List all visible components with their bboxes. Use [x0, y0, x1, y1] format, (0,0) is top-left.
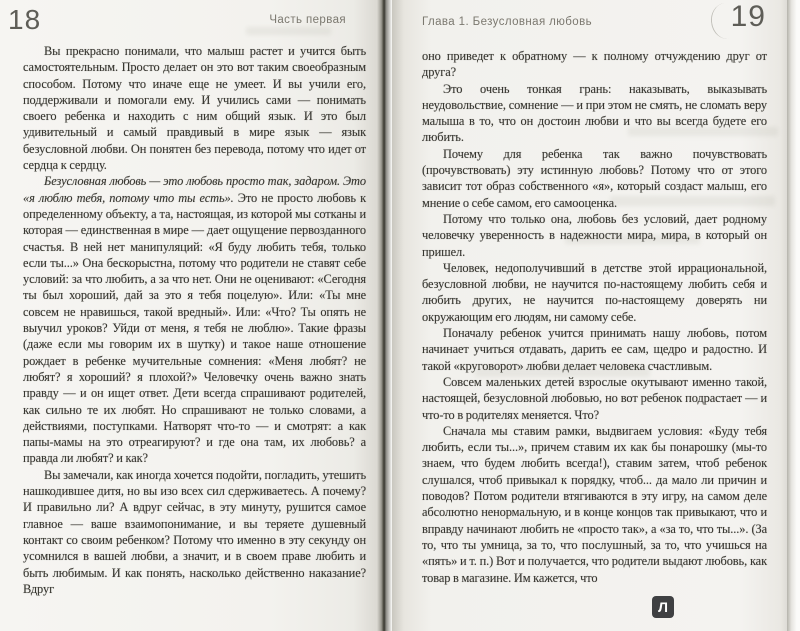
paragraph: оно приведет к обратному — к полному отчуждению друг от друга? — [422, 49, 767, 80]
paragraph: Почему для ребенка так важно почувствовать (прочувствовать) эту истинную любовь? Потому что от этого зависит тот образ собственного «я», который создаст малыш, его мнение о себе самом, его самооценка. — [422, 146, 767, 210]
book-gutter-shadow — [377, 0, 392, 631]
body-text-left — [23, 43, 366, 597]
running-head-left: Часть первая — [269, 14, 346, 26]
paragraph: Вы прекрасно понимали, что малыш растет и учится быть самостоятельным. Просто делает он это вот таким своеобразным способом. Потому что иначе еще не умеет. И вы учили его, поддерживали и помогали ему. И учились сами — понимать своего ребенка и находить с ним общий язык. И это был удивительный и самый правдивый в мире язык — язык безусловной любви. Он понятен без перевода, потому что идет от сердца к сердцу. — [23, 44, 366, 173]
running-head-right: Глава 1. Безусловная любовь — [422, 16, 592, 28]
paragraph — [23, 173, 366, 466]
paragraph: Сначала мы ставим рамки, выдвигаем условия: «Буду тебя любить, если ты...», причем ставим их как бы понарошку (мы-то знаем, что будем любить всегда!), ставим затем, чтоб ребенок слушался, чтоб привыкал к порядку, чтоб... да мало ли причин и поводов? Потом родители втягиваются в эту игру, на самом деле абсолютно ненормальную, и в конце концов так привыкают, что и вправду начинают любить не «просто так», а «за то, что ты...». (За то, что ты умница, за то, что послушный, за то, что учишься на «пять» и т. п.) Вот и получается, что родители выдают любовь, как товар в магазине. Им кажется, что — [422, 423, 767, 585]
right-page — [392, 0, 788, 631]
show-through-smudge — [246, 27, 331, 35]
paragraph: Вы замечали, как иногда хочется подойти, погладить, утешить нашкодившее дитя, но вы изо всех сил сдерживаетесь. А почему? И правильно ли? А вдруг сейчас, в эту минуту, рушится самое главное — ваше взаимопонимание, и вы теряете душевный контакт со своим ребенком? Потому что именно в эту секунду он усомнился в вашей любви, а значит, и в своем праве любить и быть любимым. И как понять, насколько действенно наказание? Вдруг — [23, 467, 366, 596]
page-number-right: 19 — [730, 0, 766, 33]
paragraph-continuation: Это не просто любовь к определенному объекту, а та, настоящая, из которой мы сотканы и которая — единственная в мире — дает ощущение первозданного счастья. В ней нет манипуляций: «Я буду любить тебя, только если ты...» Она бескорыстна, потому что родители не ставят себе условий: за что любить, а за что нет. Они не оценивают: «Сегодня ты был хороший, дай за это я тебя поцелую». Или: «Ты мне совсем не нравишься, такой вредный». Или: «Что? Ты опять не выучил уроков? Уйди от меня, я тебя не люблю». Такие фразы (даже если мы говорим их в шутку) и такое наше отношение рождает в ребенке мучительные сомнения: «Меня любят? не любят? я хороший? я плохой?» Человечку очень важно знать правду — и он ищет ответ. Дети всегда спрашивают родителей, как сильно те их любят. Но спрашивают не только словами, а действиями, поступками. Натворят что-то — и смотрят: а как папы-мамы на это отреагируют? и где она там, их любовь? а правда ли любят? и как? — [23, 190, 366, 466]
paragraph: Человек, недополучивший в детстве этой иррациональной, безусловной любви, не научится по-настоящему любить себя и любить других, не научится по-настоящему доверять ни окружающим его людям, ни самому себе. — [422, 260, 767, 324]
paragraph: Это очень тонкая грань: наказывать, выказывать неудовольствие, сомнение — и при этом не смять, не сломать веру малыша в то, что он достоин любви и что вы всегда будете его любить. — [422, 81, 767, 145]
body-text-right — [422, 48, 767, 586]
paragraph: Потому что только она, любовь без условий, дает родному человечку уверенность в надежности мира, мира, в который он пришел. — [422, 211, 767, 259]
left-page — [0, 0, 384, 631]
labirint-watermark-logo: Л — [652, 596, 674, 618]
paragraph: Совсем маленьких детей взрослые окутывают именно такой, настоящей, безусловной любовью, но вот ребенок подрастает — и что-то в родителях меняется. Что? — [422, 374, 767, 422]
page-number-left: 18 — [8, 4, 42, 35]
paragraph: Поначалу ребенок учится принимать нашу любовь, потом начинает учиться отдавать, дарить ее сам, щедро и радостно. И такой «круговорот» любви делает человека счастливым. — [422, 326, 767, 373]
italic-definition: Безусловная любовь — это любовь просто так, задаром. Это «я люблю тебя, потому что ты есть». — [23, 174, 366, 205]
page-edge — [787, 0, 800, 631]
